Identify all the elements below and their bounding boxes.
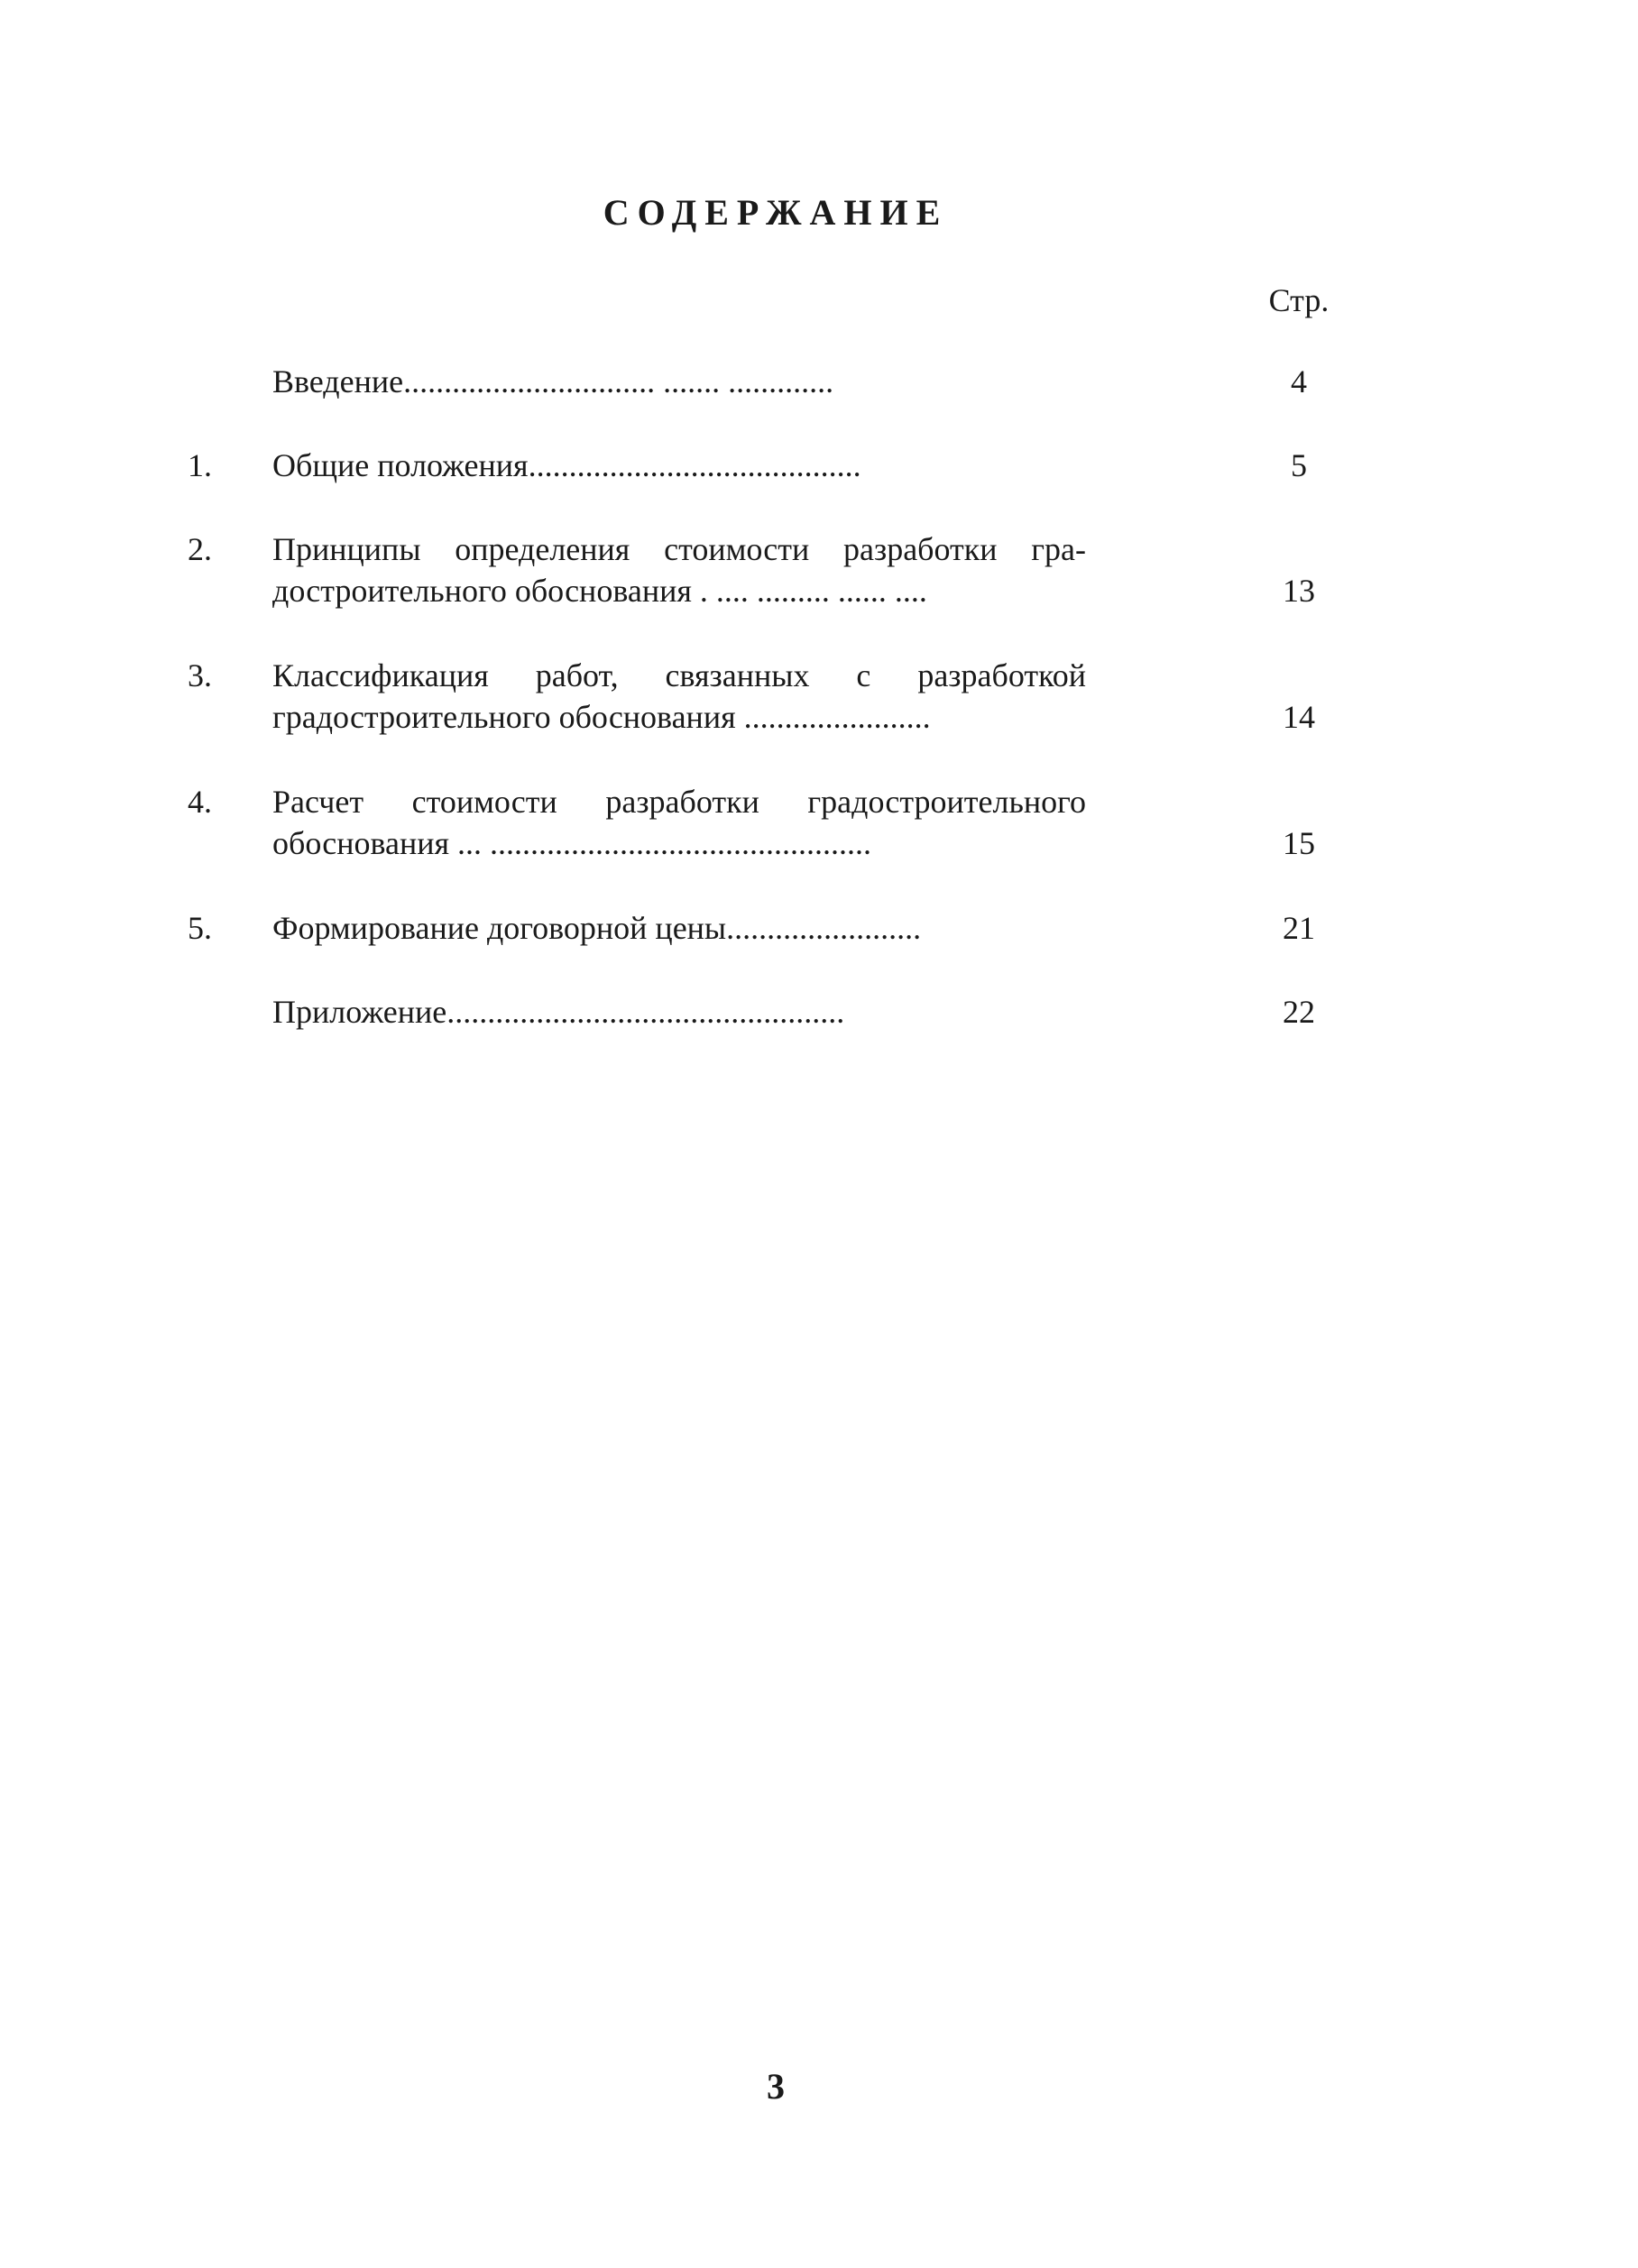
toc-entry-number: 4. — [188, 784, 212, 820]
toc-entry-page: 5 — [1291, 447, 1307, 483]
toc-entry-number: 2. — [188, 531, 212, 567]
toc-entry-line: Классификация работ, связанных с разработкой — [272, 657, 1086, 693]
toc-entry-page: 14 — [1283, 699, 1315, 735]
toc-entry-line: градостроительного обоснования ....................... — [272, 699, 931, 735]
toc-entry-page: 4 — [1291, 363, 1307, 399]
toc-entry-line: Формирование договорной цены........................ — [272, 910, 922, 946]
toc-entry-title — [272, 361, 1086, 402]
toc-entry-page: 13 — [1283, 573, 1315, 609]
toc-entry-line: Общие положения......................................... — [272, 447, 861, 483]
toc-entry-line: Приложение................................................. — [272, 994, 845, 1030]
toc-entry-title — [272, 528, 1086, 611]
toc-entry-page: 22 — [1283, 994, 1315, 1030]
page-number: 3 — [767, 2066, 785, 2107]
toc-entry-title — [272, 655, 1086, 738]
toc-entry-line: Принципы определения стоимости разработки гра- — [272, 531, 1086, 567]
page-title: СОДЕРЖАНИЕ — [603, 192, 949, 233]
toc-entry-number: 3. — [188, 657, 212, 693]
toc-entry-line: Расчет стоимости разработки градостроительного — [272, 784, 1086, 820]
toc-entry-title — [272, 445, 1086, 486]
toc-entry-number: 5. — [188, 910, 212, 946]
page-column-header: Стр. — [1268, 282, 1330, 318]
toc-entry-title — [272, 991, 1086, 1033]
toc-entry-page: 15 — [1283, 825, 1315, 861]
toc-entry-title — [272, 781, 1086, 864]
toc-entry-line: обоснования ... ............................................... — [272, 825, 872, 861]
toc-entry-page: 21 — [1283, 910, 1315, 946]
toc-entry-line: Введение............................... ....... ............. — [272, 363, 834, 399]
toc-entry-number: 1. — [188, 447, 212, 483]
toc-entry-line: достроительного обоснования . .... ......... ...... .... — [272, 573, 927, 609]
toc-entry-title — [272, 907, 1086, 949]
